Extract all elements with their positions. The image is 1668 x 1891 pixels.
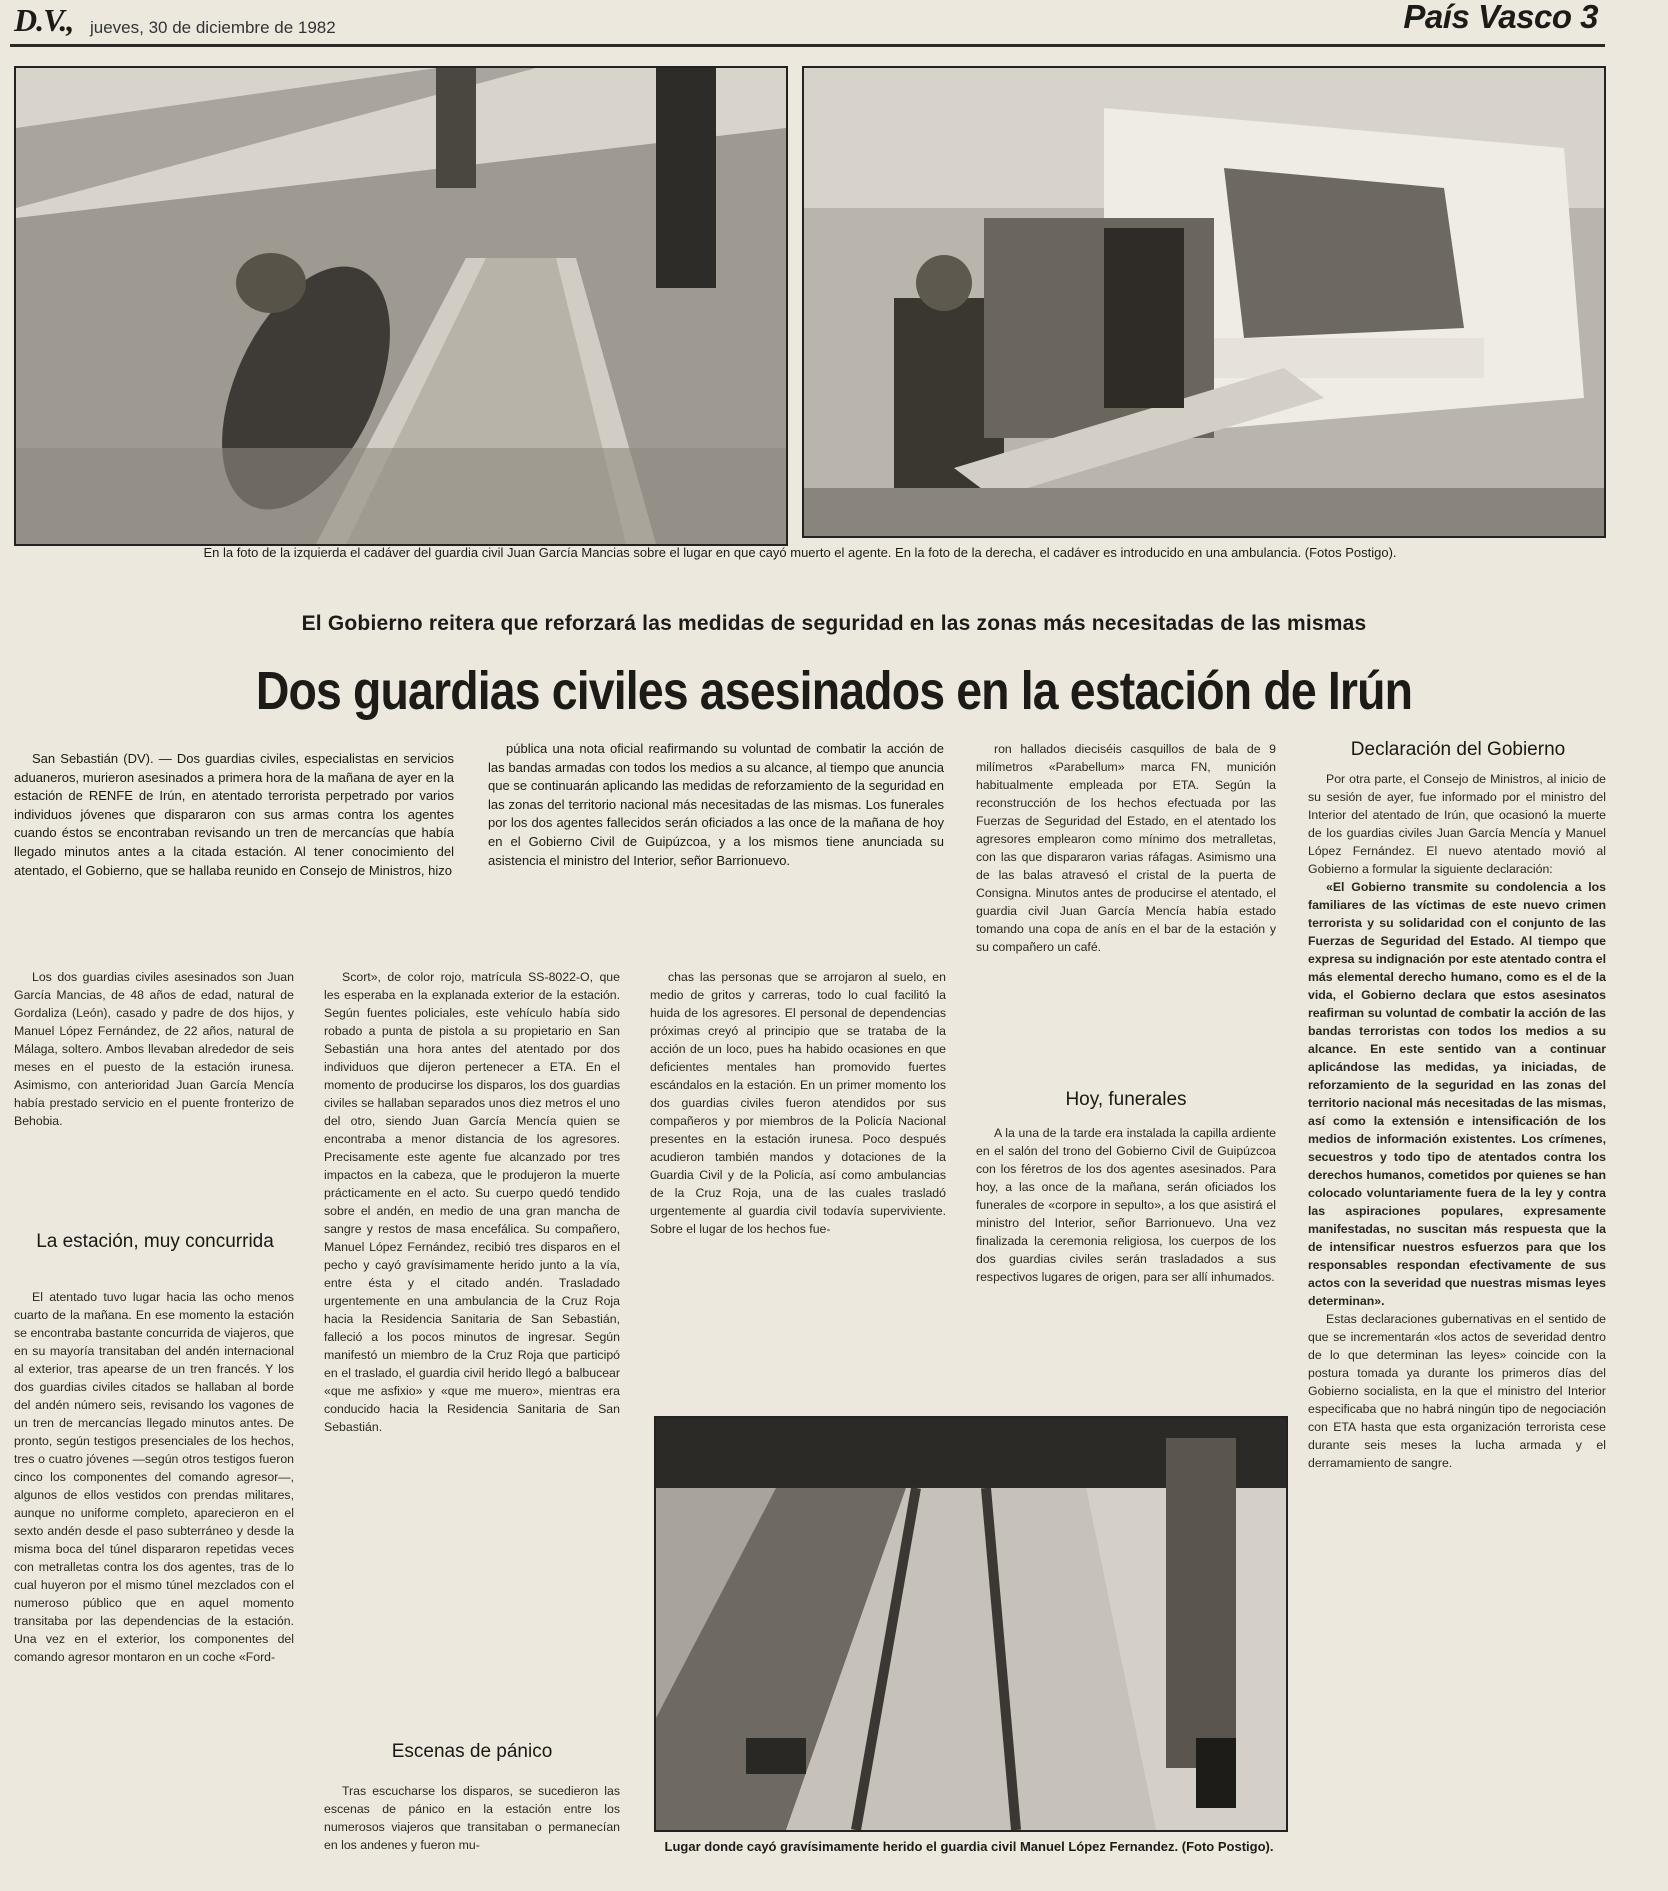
body-column-4 — [976, 740, 1276, 956]
paragraph-attack: El atentado tuvo lugar hacia las ocho menos cuarto de la mañana. En ese momento la estación se encontraba bastante concurrida de viajeros, que en su mayoría transitaban del andén internacional al exterior, tras apearse de un tren francés. Y los dos guardias civiles citados se hallaban al borde del andén número seis, revisando los vagones de un tren de mercancías llegado minutos antes. De pronto, según testigos presenciales de los hechos, tres o cuatro jóvenes —según otros testigos fueron cinco los componentes del comando agresor—, algunos de ellos vestidos con prendas militares, aunque no uniforme completo, aparecieron en el sexto andén desde el paso subterráneo y desde la misma boca del túnel dispararon repetidas veces con metralletas contra los dos agentes, tras de lo cual huyeron por el mismo túnel mezclados con el numeroso público que en aquel momento transitaba por las dependencias de la estación. Una vez en el exterior, los componentes del comando agresor montaron en un coche «Ford- — [14, 1290, 294, 1664]
caption-top-photos: En la foto de la izquierda el cadáver del guardia civil Juan García Mancias sobre el lugar en que cayó muerto el agente. En la foto de la derecha, el cadáver es introducido en una ambulancia. (Fotos Postigo). — [203, 545, 1397, 560]
section-page-label: País Vasco 3 — [1403, 0, 1598, 35]
photo-railway-tracks — [654, 1416, 1288, 1832]
caption-bottom-photo: Lugar donde cayó gravísimamente herido el guardia civil Manuel López Fernandez. (Foto Postigo). — [664, 1839, 1274, 1854]
photo-body-on-platform — [14, 66, 788, 546]
lead-paragraph-1: San Sebastián (DV). — Dos guardias civiles, especialistas en servicios aduaneros, murieron asesinados a primera hora de la mañana de ayer en la estación de RENFE de Irún, en atentado terrorista perpetrado por varios individuos jóvenes que dispararon con sus armas contra los agentes cuando éstos se encontraban revisando un tren de mercancías que había llegado minutos antes a la citada estación. Al tener conocimiento del atentado, el Gobierno, que se hallaba reunido en Consejo de Ministros, hizo — [14, 751, 454, 878]
body-column-1b — [14, 1288, 294, 1666]
lead-column-1 — [14, 750, 454, 880]
masthead-rule — [10, 44, 1605, 47]
body-column-5 — [1308, 770, 1606, 1472]
article-kicker: El Gobierno reitera que reforzará las medidas de seguridad en las zonas más necesitadas de las mismas — [301, 612, 1367, 635]
body-column-1 — [14, 968, 294, 1130]
paragraph-car-and-victims: Scort», de color rojo, matrícula SS-8022-O, que les esperaba en la explanada exterior de la estación. Según fuentes policiales, este vehículo había sido robado a punta de pistola a su propietario en San Sebastián una hora antes del atentado por dos individuos que dijeron pertenecer a ETA. En el momento de producirse los disparos, los dos guardias civiles se hallaban separados unos diez metros el uno del otro, siendo Juan García Mencía quien se encontraba a menor distancia de los agresores. Precisamente este agente fue alcanzado por tres impactos en la cabeza, que le produjeron la muerte prácticamente en el acto. Su cuerpo quedó tendido sobre el andén, en medio de una gran mancha de sangre y restos de masa encefálica. Su compañero, Manuel López Fernández, recibió tres disparos en el pecho y cayó gravísimamente herido junto a la vía, entre ésta y el citado andén. Trasladado urgentemente en una ambulancia de la Cruz Roja hacia la Residencia Sanitaria de San Sebastián, falleció a los pocos minutos de ingresar. Según manifestó un miembro de la Cruz Roja que participó en el traslado, el guardia civil herido llegó a balbucear «que me asfixio» y «que me muero», mientras era conducido hacia la Residencia Sanitaria de San Sebastián. — [324, 970, 620, 1434]
subhead-estacion: La estación, muy concurrida — [36, 1231, 274, 1252]
paragraph-aftermath: chas las personas que se arrojaron al suelo, en medio de gritos y carreras, todo lo cual facilitó la huida de los agresores. El personal de dependencias próximas creyó al principio que se trataba de la acción de un loco, pues ha habido ocasiones en que deficientes mentales han promovido fuertes escándalos en la estación. En un primer momento los dos guardias civiles fueron atendidos por sus compañeros y por miembros de la Policía Nacional presentes en la estación irunesa. Poco después acudieron también mandos y dotaciones de la Guardia Civil y de la Policía, así como ambulancias de la Cruz Roja, una de las cuales trasladó urgentemente al guardia civil todavía superviviente. Sobre el lugar de los hechos fue- — [650, 970, 946, 1236]
paragraph-government-statement: «El Gobierno transmite su condolencia a los familiares de las víctimas de este nuevo crimen terrorista y su solidaridad con el conjunto de las Fuerzas de Seguridad del Estado. Al tiempo que expresa su indignación por este atentado contra el más elemental derecho humano, como es el de la vida, el Gobierno declara que estos asesinatos reafirman su voluntad de combatir la acción de las bandas terroristas con todos los medios a su alcance. En este sentido van a continuar aplicándose las medidas, ya iniciadas, de reforzamiento de la seguridad en las zonas del territorio nacional más necesitadas de las mismas, así como la extensión e intensificación de los medios de información existentes. Los crímenes, secuestros y todo tipo de atentados contra los derechos humanos, cometidos por quienes se han colocado voluntariamente fuera de la ley y contra las aspiraciones populares, expresamente manifestadas, no suscitan más respuesta que la de intensificar nuestros esfuerzos para que los responsables respondan efectivamente de sus actos con la severidad que nuestras mismas leyes determinan». — [1308, 880, 1606, 1308]
paragraph-casings: ron hallados dieciséis casquillos de bala de 9 milímetros «Parabellum» marca FN, munición habitualmente empleada por ETA. Según la reconstrucción de los hechos efectuada por las Fuerzas de Seguridad del Estado, en el atentado los agresores emplearon como mínimo dos metralletas, con las que dispararon varias ráfagas. Asimismo una de las balas atravesó el cristal de la puerta de Consigna. Minutos antes de producirse el atentado, el guardia civil Juan García Mencía había estado tomando una copa de anís en el bar de la estación y su compañero un café. — [976, 742, 1276, 954]
paragraph-panic: Tras escucharse los disparos, se sucedieron las escenas de pánico en la estación entre los numerosos viajeros que transitaban o permanecían en los andenes y fueron mu- — [324, 1784, 620, 1852]
paragraph-victims: Los dos guardias civiles asesinados son Juan García Mancias, de 48 años de edad, natural de Gordaliza (León), casado y padre de dos hijos, y Manuel López Fernández, de 22 años, natural de Málaga, soltero. Ambos llevaban alrededor de seis meses en el puesto de la estación irunesa. Asimismo, con anterioridad Juan García Mencía había prestado servicio en el puente fronterizo de Behobia. — [14, 970, 294, 1128]
lead-column-2 — [488, 740, 944, 870]
paragraph-severity: Estas declaraciones gubernativas en el sentido de que se incrementarán «los actos de severidad dentro de lo que determinan las leyes» coincide con la postura tomada ya durante los primeros días del Gobierno socialista, en la que el ministro del Interior especificaba que no habrá ningún tipo de negociación con ETA hasta que esta organización terrorista cese durante seis meses la lucha armada y el derramamiento de sangre. — [1308, 1312, 1606, 1470]
masthead-logo: D.V., — [14, 2, 74, 38]
body-column-3 — [650, 968, 946, 1238]
lead-paragraph-2: pública una nota oficial reafirmando su voluntad de combatir la acción de las bandas armadas con todos los medios a su alcance, al tiempo que anuncia que se continuarán aplicando las medidas de reforzamiento de la seguridad en las zonas del territorio nacional más necesitadas de las mismas. Los funerales por los dos agentes fallecidos serán oficiados a las once de la mañana de hoy en el Gobierno Civil de Guipúzcoa, y a los mismos tiene anunciada su asistencia el ministro del Interior, señor Barrionuevo. — [488, 741, 944, 868]
subhead-panico: Escenas de pánico — [391, 1741, 553, 1762]
article-headline: Dos guardias civiles asesinados en la estación de Irún — [255, 661, 1413, 721]
body-column-4b — [976, 1124, 1276, 1286]
masthead-date: jueves, 30 de diciembre de 1982 — [90, 18, 336, 37]
photo-ambulance-stretcher — [802, 66, 1606, 538]
paragraph-council: Por otra parte, el Consejo de Ministros, al inicio de su sesión de ayer, fue informado por el ministro del Interior del atentado de Irún, que ocasionó la muerte de los guardias civiles Juan García Mencía y Manuel López Fernández. El nuevo atentado movió al Gobierno a formular la siguiente declaración: — [1308, 772, 1606, 876]
subhead-funerales: Hoy, funerales — [1065, 1089, 1187, 1110]
subhead-gobierno: Declaración del Gobierno — [1350, 739, 1566, 760]
body-column-2b — [324, 1782, 620, 1854]
paragraph-funerals: A la una de la tarde era instalada la capilla ardiente en el salón del trono del Gobierno Civil de Guipúzcoa con los féretros de los dos agentes asesinados. Para hoy, a las once de la mañana, serán oficiados los funerales de «corpore in sepulto», a los que asistirá el ministro del Interior, señor Barrionuevo. Una vez finalizada la ceremonia religiosa, los cuerpos de los dos guardias civiles serán trasladados a sus respectivos lugares de origen, para ser allí inhumados. — [976, 1126, 1276, 1284]
body-column-2 — [324, 968, 620, 1436]
